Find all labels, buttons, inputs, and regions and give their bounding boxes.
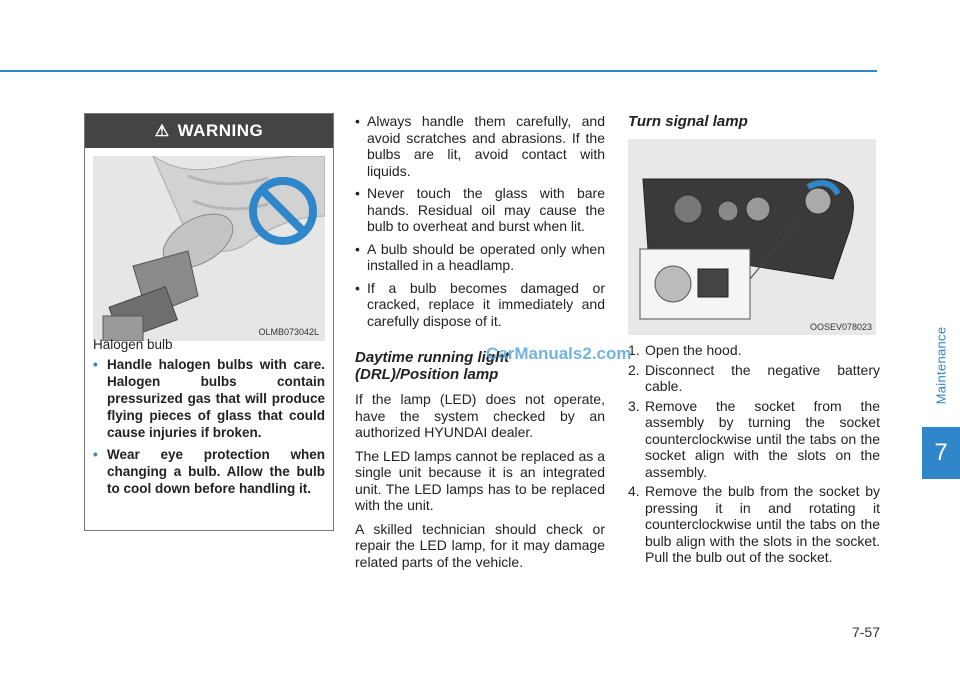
chapter-number-tab: 7 (922, 427, 960, 479)
paragraph: A skilled technician should check or repair the LED lamp, for it may damage related parts of the vehicle. (355, 520, 605, 570)
warning-box (84, 113, 334, 531)
steps-list (628, 342, 880, 569)
paragraph: If the lamp (LED) does not operate, have the system checked by an authorized HYUNDAI dealer. (355, 391, 605, 440)
step-item: 1. Open the hood. (628, 342, 742, 358)
image-caption: OOSEV078023 (809, 322, 872, 332)
step-item: 2. Disconnect the negative battery cable. (628, 361, 880, 394)
header-rule (0, 70, 877, 72)
warning-triangle-icon: ⚠ (154, 123, 170, 140)
step-item: 4. Remove the bulb from the socket by pressing it in and rotating it counterclockwise until the tabs on the bulb align with the slots in the socket. Pull the bulb out of the socket. (628, 483, 880, 565)
watermark-text: CarManuals2.com (486, 344, 632, 363)
image-caption: OLMB073042L (258, 327, 319, 337)
list-item: • Always handle them carefully, and avoid scratches and abrasions. If the bulbs are lit, avoid contact with liquids. (355, 113, 605, 179)
hand-holding-bulb-icon (93, 156, 325, 341)
list-item: • If a bulb becomes damaged or cracked, replace it immediately and carefully dispose of it. (355, 279, 605, 329)
step-item: 3. Remove the socket from the assembly by turning the socket counterclockwise until the tabs on the socket align with the slots on the assembly. (628, 397, 880, 480)
warning-bullet: • Handle halogen bulbs with care. Halogen bulbs contain pressurized gas that will produce flying pieces of glass that could cause injuries if broken. (93, 357, 325, 440)
turn-signal-heading: Turn signal lamp (628, 113, 748, 130)
warning-subtitle: Halogen bulb (93, 337, 173, 352)
chapter-side-label: Maintenance (933, 326, 949, 404)
halogen-bulb-illustration (93, 156, 325, 341)
lamp-assembly-icon (628, 139, 876, 335)
turn-signal-illustration (628, 139, 876, 335)
bullet-icon: • (93, 357, 98, 372)
warning-title: WARNING (177, 121, 264, 140)
list-item: • A bulb should be operated only when installed in a headlamp. (355, 240, 605, 273)
list-item: • Never touch the glass with bare hands. Residual oil may cause the bulb to overheat and burst when lit. (355, 185, 605, 234)
warning-body (93, 336, 325, 502)
warning-header (85, 114, 333, 148)
page-number: 7-57 (851, 624, 880, 640)
warning-bullet: • Wear eye protection when changing a bulb. Allow the bulb to cool down before handling it. (93, 447, 325, 496)
bullet-icon: • (93, 447, 98, 462)
drl-heading: Daytime running light (DRL)/Position lamp (355, 349, 510, 383)
right-column (628, 113, 880, 138)
paragraph: The LED lamps cannot be replaced as a single unit because it is an integrated unit. The LED lamps has to be replaced with the unit. (355, 447, 605, 513)
